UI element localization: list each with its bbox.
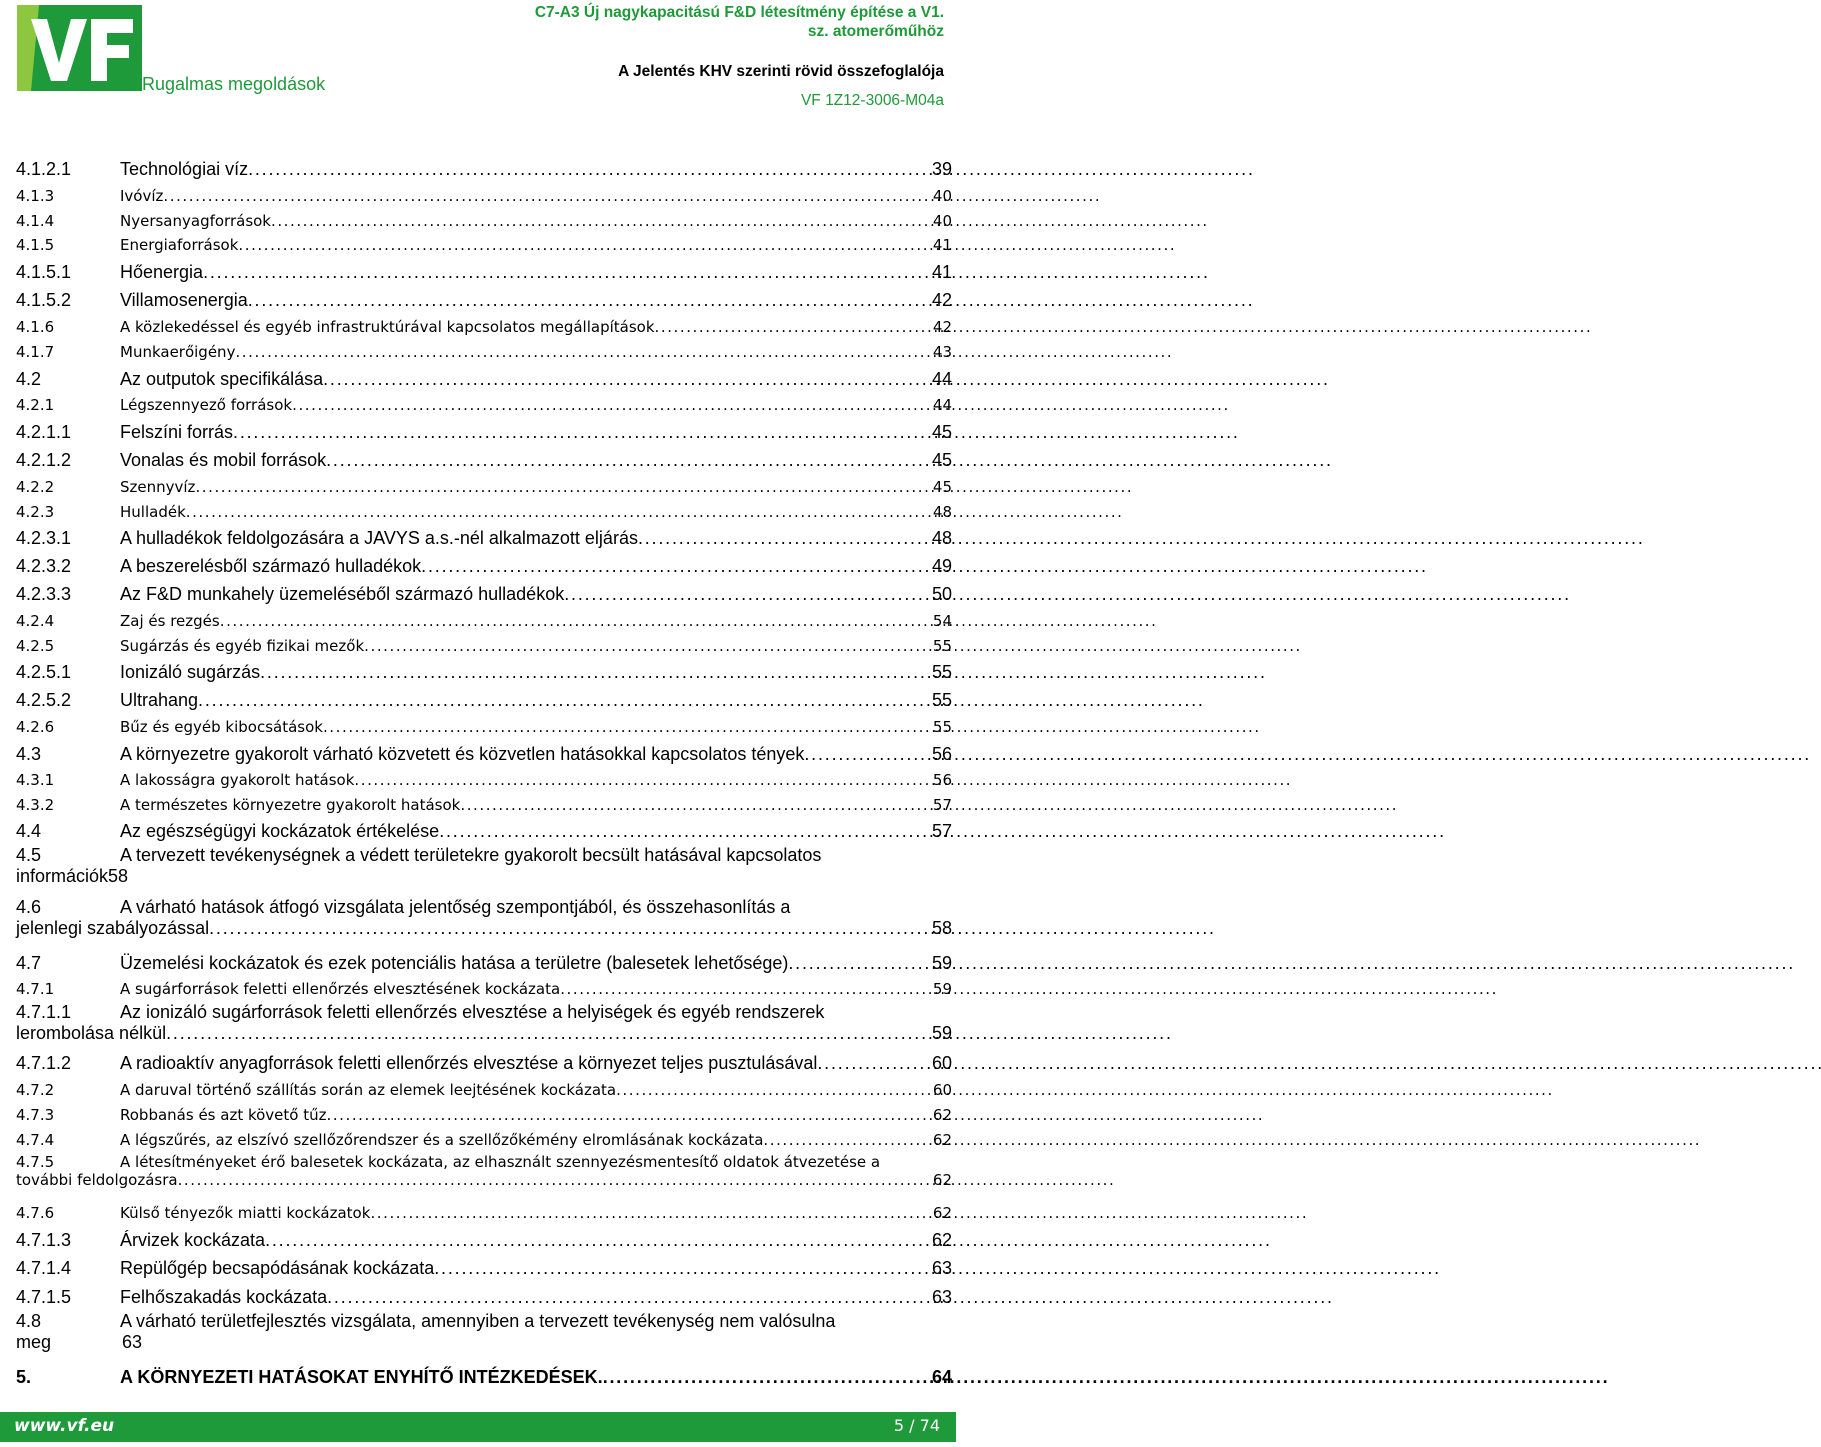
toc-entry-number: 4.1.5.2 — [16, 290, 72, 310]
toc-entry[interactable] — [16, 1226, 952, 1254]
toc-entry[interactable] — [16, 609, 952, 634]
toc-entry[interactable] — [16, 258, 952, 286]
toc-entry[interactable] — [16, 686, 952, 715]
toc-entry-number: 4.2.3.3 — [16, 584, 72, 604]
document-title-line2: sz. atomerőműhöz — [807, 23, 944, 40]
toc-entry-page: 63 — [122, 1332, 143, 1352]
toc-entry-number: 4.7.1 — [16, 980, 55, 998]
toc-entry-title: A hulladékok feldolgozására a JAVYS a.s.-nél alkalmazott eljárás — [120, 528, 638, 548]
toc-entry-number: 4.2.1.2 — [16, 450, 72, 470]
toc-entry-number: 4.1.5.1 — [16, 262, 72, 282]
toc-entry-number: 4.2.1.1 — [16, 422, 72, 442]
toc-leader-dots — [323, 715, 931, 740]
toc-entry-page: 40 — [932, 187, 952, 205]
toc-entry-title-continued: lerombolása nélkül — [16, 1023, 167, 1043]
toc-leader-dots — [233, 418, 930, 446]
toc-entry-title: Árvizek kockázata — [120, 1230, 266, 1250]
toc-leader-dots — [434, 1254, 930, 1283]
toc-entry-number: 4.1.2.1 — [16, 159, 72, 179]
toc-entry-title: Ionizáló sugárzás — [120, 662, 261, 682]
toc-entry-number: 4.3.2 — [16, 796, 55, 814]
toc-entry-title: Az ionizáló sugárforrások feletti ellenőrzés elvesztése a helyiségek és egyéb rendszerek — [120, 1002, 825, 1022]
toc-leader-dots — [804, 740, 930, 768]
document-subtitle: A Jelentés KHV szerinti rövid összefoglalója — [618, 63, 944, 80]
toc-entry-page: 60 — [931, 1053, 952, 1073]
toc-leader-dots — [195, 475, 930, 500]
toc-entry-title: A sugárforrások feletti ellenőrzés elvesztésének kockázata — [120, 980, 561, 998]
toc-entry[interactable] — [16, 209, 952, 233]
toc-leader-dots — [460, 793, 931, 817]
toc-entry-title: Hulladék — [120, 503, 186, 521]
toc-entry-number: 4.1.3 — [16, 187, 55, 205]
toc-entry-title: A KÖRNYEZETI HATÁSOKAT ENYHÍTŐ INTÉZKEDÉSEK. — [120, 1367, 603, 1387]
toc-leader-dots — [260, 658, 930, 686]
toc-entry-title-continued: információk — [16, 866, 109, 886]
toc-entry-title-continued: további feldolgozásra — [16, 1171, 178, 1189]
toc-entry[interactable] — [16, 1049, 952, 1078]
toc-entry-page: 55 — [931, 662, 952, 682]
toc-entry-number: 4.7.5 — [16, 1153, 55, 1171]
toc-leader-dots — [817, 1049, 930, 1078]
toc-entry-number: 4.2.5.2 — [16, 690, 72, 710]
toc-entry-number: 4.2.2 — [16, 478, 55, 496]
document-header-info — [384, 3, 944, 110]
toc-entry-page: 54 — [932, 612, 952, 630]
toc-leader-dots — [209, 918, 930, 939]
toc-entry[interactable] — [16, 524, 952, 552]
toc-entry-page: 60 — [932, 1081, 952, 1099]
toc-entry-page: 62 — [932, 1171, 952, 1189]
toc-entry-title: Vonalas és mobil források — [120, 450, 327, 470]
toc-entry-page: 55 — [932, 718, 952, 736]
toc-entry-page: 45 — [931, 422, 952, 442]
table-of-contents — [16, 155, 952, 1391]
toc-entry-title: Nyersanyagforrások — [120, 212, 271, 230]
toc-leader-dots — [186, 500, 931, 524]
toc-entry-number: 5. — [16, 1367, 32, 1387]
vf-logo — [17, 5, 142, 91]
toc-entry[interactable] — [16, 793, 952, 817]
toc-leader-dots — [235, 340, 930, 365]
toc-entry-number: 4.2.5 — [16, 637, 55, 655]
toc-entry-page: 64 — [931, 1367, 952, 1387]
toc-entry-title: A tervezett tevékenységnek a védett területekre gyakorolt becsült hatásával kapcsolatos — [120, 845, 822, 865]
toc-entry[interactable] — [16, 740, 952, 768]
toc-leader-dots — [354, 768, 931, 793]
toc-entry[interactable] — [16, 817, 952, 845]
toc-leader-dots — [603, 1363, 930, 1391]
toc-leader-dots — [560, 977, 931, 1002]
toc-entry-title: Villamosenergia — [120, 290, 248, 310]
toc-leader-dots — [198, 686, 930, 715]
toc-entry-page: 48 — [932, 503, 952, 521]
toc-entry-title: Sugárzás és egyéb fizikai mezők — [120, 637, 365, 655]
toc-entry[interactable] — [16, 1153, 952, 1201]
toc-leader-dots — [327, 1103, 931, 1128]
toc-entry[interactable] — [16, 949, 952, 977]
page-header — [0, 0, 960, 125]
toc-entry-title: Repülőgép becsapódásának kockázata — [120, 1258, 435, 1278]
toc-entry-number: 4.7.1.3 — [16, 1230, 72, 1250]
toc-entry[interactable] — [16, 446, 952, 475]
toc-entry-number: 4.7.1.5 — [16, 1287, 72, 1307]
toc-entry-page: 41 — [931, 262, 952, 282]
toc-entry-number: 4.2.3.1 — [16, 528, 72, 548]
toc-entry-title: A természetes környezetre gyakorolt hatások — [120, 796, 461, 814]
toc-entry-page: 42 — [932, 318, 952, 336]
toc-entry-page: 58 — [931, 918, 952, 938]
toc-entry-title: A közlekedéssel és egyéb infrastruktúrával kapcsolatos megállapítások — [120, 318, 655, 336]
document-code: VF 1Z12-3006-M04a — [800, 92, 944, 109]
toc-entry[interactable] — [16, 634, 952, 658]
toc-entry-page: 41 — [932, 236, 952, 254]
toc-entry[interactable] — [16, 552, 952, 580]
toc-entry-page: 59 — [932, 980, 952, 998]
toc-entry-number: 4.2.1 — [16, 396, 55, 414]
toc-leader-dots — [220, 609, 931, 634]
toc-entry-number: 4.3 — [16, 744, 42, 764]
toc-entry[interactable] — [16, 340, 952, 365]
page-footer — [0, 1412, 956, 1442]
toc-leader-dots — [248, 286, 930, 315]
toc-entry-number: 4.2.3 — [16, 503, 55, 521]
toc-entry-number: 4.7.4 — [16, 1131, 55, 1149]
toc-entry-number: 4.1.7 — [16, 343, 55, 361]
toc-leader-dots — [327, 1283, 930, 1311]
toc-leader-dots — [163, 184, 931, 209]
toc-entry-page: 62 — [932, 1131, 952, 1149]
toc-entry[interactable] — [16, 184, 952, 209]
toc-entry-page: 45 — [931, 450, 952, 470]
toc-entry-page: 57 — [932, 796, 952, 814]
toc-entry-page: 39 — [931, 159, 952, 179]
toc-entry-title: Felhőszakadás kockázata — [120, 1287, 328, 1307]
document-title-line1: C7-A3 Új nagykapacitású F&D létesítmény építése a V1. — [534, 4, 944, 21]
toc-entry-title: Szennyvíz — [120, 478, 196, 496]
toc-entry[interactable] — [16, 1311, 952, 1363]
toc-leader-dots — [203, 258, 930, 286]
toc-entry[interactable] — [16, 393, 952, 418]
toc-entry-title: Robbanás és azt követő tűz — [120, 1106, 327, 1124]
toc-entry-number: 4.6 — [16, 897, 42, 917]
toc-entry-number: 4.7.1.1 — [16, 1002, 72, 1022]
toc-entry-page: 63 — [931, 1258, 952, 1278]
toc-leader-dots — [439, 817, 930, 845]
toc-entry[interactable] — [16, 1128, 952, 1153]
toc-entry-number: 4.7.1.4 — [16, 1258, 72, 1278]
toc-leader-dots — [238, 233, 931, 258]
toc-entry-number: 4.7.2 — [16, 1081, 55, 1099]
toc-leader-dots — [564, 580, 930, 609]
toc-entry[interactable] — [16, 1201, 952, 1226]
toc-entry-number: 4.1.4 — [16, 212, 55, 230]
toc-leader-dots — [370, 1201, 930, 1226]
toc-entry-number: 4.1.6 — [16, 318, 55, 336]
toc-entry[interactable] — [16, 1283, 952, 1311]
toc-entry-page: 62 — [932, 1106, 952, 1124]
toc-entry-page: 50 — [931, 584, 952, 604]
toc-entry-title: A létesítményeket érő balesetek kockázata, az elhasznált szennyezésmentesítő oldatok átvezetése a — [120, 1153, 881, 1171]
toc-entry-page: 55 — [932, 637, 952, 655]
toc-entry-page: 57 — [931, 821, 952, 841]
toc-entry-title: Ultrahang — [120, 690, 199, 710]
toc-entry[interactable] — [16, 233, 952, 258]
toc-entry-title: A légszűrés, az elszívó szellőzőrendszer és a szellőzőkémény elromlásának kockázata — [120, 1131, 764, 1149]
toc-entry[interactable] — [16, 1363, 952, 1391]
toc-entry-page: 62 — [932, 1204, 952, 1222]
toc-entry-title: A várható hatások átfogó vizsgálata jelentőség szempontjából, és összehasonlítás a — [120, 897, 791, 917]
toc-entry-title: Hőenergia — [120, 262, 204, 282]
toc-leader-dots — [638, 524, 930, 552]
toc-leader-dots — [364, 634, 931, 658]
toc-entry-number: 4.2 — [16, 369, 42, 389]
toc-entry-page: 63 — [931, 1287, 952, 1307]
toc-leader-dots — [178, 1171, 931, 1189]
toc-entry-title: Bűz és egyéb kibocsátások — [120, 718, 323, 736]
toc-entry-number: 4.2.6 — [16, 718, 55, 736]
toc-entry-number: 4.7.6 — [16, 1204, 55, 1222]
toc-leader-dots — [616, 1078, 931, 1103]
toc-entry[interactable] — [16, 365, 952, 393]
footer-website-link[interactable]: www.vf.eu — [14, 1416, 115, 1436]
toc-entry-title: Külső tényezők miatti kockázatok — [120, 1204, 371, 1222]
toc-entry-page: 62 — [931, 1230, 952, 1250]
toc-entry-title: Zaj és rezgés — [120, 612, 220, 630]
toc-entry-page: 59 — [931, 953, 952, 973]
toc-entry-page: 49 — [931, 556, 952, 576]
toc-entry-page: 56 — [931, 744, 952, 764]
toc-entry-page: 43 — [932, 343, 952, 361]
toc-leader-dots — [326, 446, 930, 475]
toc-entry-number: 4.2.3.2 — [16, 556, 72, 576]
toc-entry[interactable] — [16, 658, 952, 686]
toc-entry-title: Munkaerőigény — [120, 343, 236, 361]
toc-entry-title: A lakosságra gyakorolt hatások — [120, 771, 355, 789]
toc-entry-title-continued: meg — [16, 1332, 52, 1352]
toc-entry-title: A radioaktív anyagforrások feletti ellenőrzés elvesztése a környezet teljes pusztulásával — [120, 1053, 818, 1073]
toc-entry[interactable] — [16, 1078, 952, 1103]
toc-entry[interactable] — [16, 580, 952, 609]
toc-leader-dots — [166, 1023, 930, 1044]
toc-entry[interactable] — [16, 897, 952, 949]
toc-leader-dots — [323, 365, 930, 393]
toc-entry-number: 4.7.3 — [16, 1106, 55, 1124]
toc-entry-title: Az F&D munkahely üzemeléséből származó hulladékok — [120, 584, 565, 604]
toc-leader-dots — [271, 209, 931, 233]
toc-entry-number: 4.2.4 — [16, 612, 55, 630]
toc-entry[interactable] — [16, 715, 952, 740]
toc-entry-title: Energiaforrások — [120, 236, 239, 254]
toc-entry-title: A beszerelésből származó hulladékok — [120, 556, 422, 576]
toc-entry[interactable] — [16, 768, 952, 793]
toc-leader-dots — [421, 552, 930, 580]
toc-entry-number: 4.7.1.2 — [16, 1053, 72, 1073]
toc-entry-title: Felszíni forrás — [120, 422, 234, 442]
toc-entry-number: 4.5 — [16, 845, 42, 865]
toc-entry-number: 4.1.5 — [16, 236, 55, 254]
toc-entry-page: 45 — [932, 478, 952, 496]
toc-entry[interactable] — [16, 286, 952, 315]
toc-entry[interactable] — [16, 977, 952, 1002]
toc-entry[interactable] — [16, 1254, 952, 1283]
footer-page-number: 5 / 74 — [893, 1416, 940, 1435]
toc-entry-page: 44 — [931, 369, 952, 389]
toc-entry-number: 4.4 — [16, 821, 42, 841]
toc-entry[interactable] — [16, 155, 952, 184]
toc-leader-dots — [655, 315, 931, 340]
toc-leader-dots — [292, 393, 931, 418]
toc-entry-number: 4.3.1 — [16, 771, 55, 789]
toc-leader-dots — [248, 155, 930, 184]
toc-entry[interactable] — [16, 845, 952, 897]
toc-entry-title: Technológiai víz — [120, 159, 249, 179]
toc-entry-title: Az outputok specifikálása — [120, 369, 324, 389]
toc-entry-title-continued: jelenlegi szabályozással — [16, 918, 210, 938]
toc-entry-page: 42 — [931, 290, 952, 310]
toc-entry[interactable] — [16, 1002, 952, 1049]
toc-entry-title: A várható területfejlesztés vizsgálata, amennyiben a tervezett tevékenység nem valósulna — [120, 1311, 836, 1331]
toc-entry[interactable] — [16, 1103, 952, 1128]
toc-entry-page: 55 — [931, 690, 952, 710]
toc-entry-page: 56 — [932, 771, 952, 789]
toc-entry-title: A daruval történő szállítás során az elemek leejtésének kockázata — [120, 1081, 617, 1099]
toc-entry[interactable] — [16, 315, 952, 340]
toc-entry-title: Légszennyező források — [120, 396, 293, 414]
toc-entry-number: 4.8 — [16, 1311, 42, 1331]
toc-entry-page: 40 — [932, 212, 952, 230]
toc-leader-dots — [265, 1226, 930, 1254]
toc-entry-title: Az egészségügyi kockázatok értékelése — [120, 821, 440, 841]
company-tagline: Rugalmas megoldások — [142, 74, 326, 94]
toc-entry-title: A környezetre gyakorolt várható közvetett és közvetlen hatásokkal kapcsolatos tények — [120, 744, 805, 764]
toc-entry-number: 4.2.5.1 — [16, 662, 72, 682]
toc-entry[interactable] — [16, 500, 952, 524]
toc-entry-page: 44 — [932, 396, 952, 414]
toc-entry-title: Üzemelési kockázatok és ezek potenciális hatása a területre (balesetek lehetősége) — [120, 953, 789, 973]
toc-entry-title: Ivóvíz — [120, 187, 164, 205]
toc-leader-dots — [763, 1128, 931, 1153]
toc-entry-page: 48 — [931, 528, 952, 548]
toc-entry-number: 4.7 — [16, 953, 42, 973]
toc-leader-dots — [788, 949, 930, 977]
toc-entry[interactable] — [16, 475, 952, 500]
toc-entry-page: 59 — [931, 1023, 952, 1043]
toc-entry[interactable] — [16, 418, 952, 446]
toc-entry-page: 58 — [108, 866, 129, 886]
